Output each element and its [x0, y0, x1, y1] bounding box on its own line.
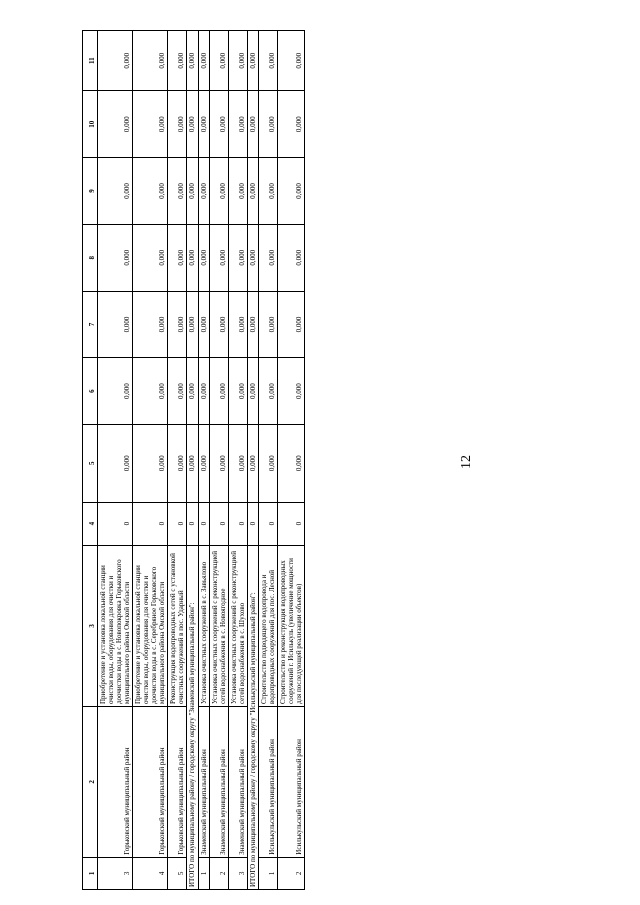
description-cell: Установка очистных сооружений с реконструкцией сетей водоснабжения в с. Шухово: [228, 545, 247, 706]
value-cell: 0,000: [98, 291, 133, 358]
value-cell: 0,000: [187, 291, 198, 358]
value-cell: 0,000: [98, 358, 133, 425]
column-4-cell: 0: [187, 502, 198, 545]
rotated-table-container: [82, 30, 638, 890]
value-cell: 0,000: [247, 425, 258, 503]
value-cell: 0,000: [98, 31, 133, 91]
column-4-cell: 0: [133, 502, 168, 545]
value-cell: 0,000: [133, 31, 168, 91]
column-header: 6: [83, 358, 98, 425]
value-cell: 0,000: [198, 358, 209, 425]
description-cell: Установка очистных сооружений с реконструкцией сетей водоснабжения в с. Новоягодное: [209, 545, 228, 706]
value-cell: 0,000: [209, 31, 228, 91]
row-number: 5: [168, 857, 187, 889]
description-cell: Приобретение и установка локальной станции очистки воды, оборудования для очистки и доочистки воды в с. Серебряное Горьковского муниципального района Омской области: [133, 545, 168, 706]
district-cell: Горьковский муниципальный район: [168, 707, 187, 858]
description-cell: Приобретение и установка локальной станции очистки воды, оборудования для очистки и доочистки воды в с. Новопокровка Горьковского муниципального района Омской области: [98, 545, 133, 706]
table-row: [258, 31, 277, 890]
row-number: 3: [228, 857, 247, 889]
value-cell: 0,000: [187, 158, 198, 225]
table-row: [277, 31, 304, 890]
column-4-cell: 0: [247, 502, 258, 545]
value-cell: 0,000: [228, 31, 247, 91]
table-row: [198, 31, 209, 890]
value-cell: 0,000: [133, 91, 168, 158]
value-cell: 0,000: [133, 224, 168, 291]
column-4-cell: 0: [198, 502, 209, 545]
value-cell: 0,000: [168, 291, 187, 358]
district-cell: Горьковский муниципальный район: [98, 707, 133, 858]
column-header: 11: [83, 31, 98, 91]
column-header: 4: [83, 502, 98, 545]
value-cell: 0,000: [209, 91, 228, 158]
value-cell: 0,000: [98, 91, 133, 158]
value-cell: 0,000: [228, 425, 247, 503]
value-cell: 0,000: [198, 31, 209, 91]
value-cell: 0,000: [258, 158, 277, 225]
total-row: [247, 31, 258, 890]
value-cell: 0,000: [133, 425, 168, 503]
total-label: ИТОГО по муниципальному району / городскому округу "Исилькульский муниципальный район":: [247, 545, 258, 889]
value-cell: 0,000: [187, 224, 198, 291]
value-cell: 0,000: [98, 158, 133, 225]
value-cell: 0,000: [258, 425, 277, 503]
total-label: ИТОГО по муниципальному району / городскому округу "Знаменский муниципальный район":: [187, 545, 198, 889]
value-cell: 0,000: [187, 425, 198, 503]
value-cell: 0,000: [228, 224, 247, 291]
value-cell: 0,000: [247, 291, 258, 358]
value-cell: 0,000: [228, 291, 247, 358]
value-cell: 0,000: [133, 158, 168, 225]
column-header: 7: [83, 291, 98, 358]
district-cell: Знаменский муниципальный район: [209, 707, 228, 858]
value-cell: 0,000: [209, 224, 228, 291]
value-cell: 0,000: [209, 425, 228, 503]
table-body: [98, 31, 305, 890]
value-cell: 0,000: [209, 358, 228, 425]
district-cell: Исилькульский муниципальный район: [258, 707, 277, 858]
table-row: [98, 31, 133, 890]
description-cell: Строительство и реконструкция водопроводных сооружений г. Исилькуль (увеличение мощности для последующей реализации объектов): [277, 545, 304, 706]
column-4-cell: 0: [168, 502, 187, 545]
column-4-cell: 0: [98, 502, 133, 545]
value-cell: 0,000: [277, 158, 304, 225]
value-cell: 0,000: [198, 91, 209, 158]
page-number: 12: [459, 455, 474, 469]
value-cell: 0,000: [168, 31, 187, 91]
value-cell: 0,000: [168, 224, 187, 291]
table-row: [209, 31, 228, 890]
value-cell: 0,000: [277, 425, 304, 503]
value-cell: 0,000: [187, 31, 198, 91]
table-row: [228, 31, 247, 890]
value-cell: 0,000: [133, 291, 168, 358]
value-cell: 0,000: [277, 31, 304, 91]
district-cell: Знаменский муниципальный район: [228, 707, 247, 858]
value-cell: 0,000: [258, 358, 277, 425]
column-4-cell: 0: [258, 502, 277, 545]
value-cell: 0,000: [228, 358, 247, 425]
row-number: 4: [133, 857, 168, 889]
column-4-cell: 0: [209, 502, 228, 545]
column-header: 5: [83, 425, 98, 503]
value-cell: 0,000: [277, 291, 304, 358]
description-cell: Установка очистных сооружений в с. Завьялово: [198, 545, 209, 706]
table-row: [133, 31, 168, 890]
value-cell: 0,000: [187, 91, 198, 158]
column-header: 1: [83, 857, 98, 889]
value-cell: 0,000: [209, 291, 228, 358]
column-header: 3: [83, 545, 98, 706]
value-cell: 0,000: [277, 358, 304, 425]
value-cell: 0,000: [198, 224, 209, 291]
district-cell: Знаменский муниципальный район: [198, 707, 209, 858]
row-number: 2: [209, 857, 228, 889]
value-cell: 0,000: [133, 358, 168, 425]
district-cell: Исилькульский муниципальный район: [277, 707, 304, 858]
value-cell: 0,000: [258, 224, 277, 291]
value-cell: 0,000: [258, 91, 277, 158]
row-number: 2: [277, 857, 304, 889]
value-cell: 0,000: [168, 425, 187, 503]
value-cell: 0,000: [258, 291, 277, 358]
column-header: 10: [83, 91, 98, 158]
value-cell: 0,000: [277, 224, 304, 291]
value-cell: 0,000: [98, 425, 133, 503]
column-header: 8: [83, 224, 98, 291]
row-number: 1: [258, 857, 277, 889]
district-cell: Горьковский муниципальный район: [133, 707, 168, 858]
value-cell: 0,000: [98, 224, 133, 291]
value-cell: 0,000: [258, 31, 277, 91]
row-number: 1: [198, 857, 209, 889]
description-cell: Строительство подводящего водопровода и водопроводных сооружений для пос. Лесной: [258, 545, 277, 706]
value-cell: 0,000: [198, 291, 209, 358]
value-cell: 0,000: [168, 358, 187, 425]
value-cell: 0,000: [168, 158, 187, 225]
table-row: [168, 31, 187, 890]
value-cell: 0,000: [247, 31, 258, 91]
value-cell: 0,000: [209, 158, 228, 225]
total-row: [187, 31, 198, 890]
header-row: [83, 31, 98, 890]
value-cell: 0,000: [187, 358, 198, 425]
column-header: 9: [83, 158, 98, 225]
value-cell: 0,000: [277, 91, 304, 158]
column-header: 2: [83, 707, 98, 858]
description-cell: Реконструкция водопроводных сетей с установкой очистных сооружений в пос. Ударный: [168, 545, 187, 706]
value-cell: 0,000: [247, 158, 258, 225]
value-cell: 0,000: [247, 224, 258, 291]
value-cell: 0,000: [198, 158, 209, 225]
value-cell: 0,000: [247, 91, 258, 158]
value-cell: 0,000: [228, 158, 247, 225]
row-number: 3: [98, 857, 133, 889]
value-cell: 0,000: [198, 425, 209, 503]
column-4-cell: 0: [228, 502, 247, 545]
column-4-cell: 0: [277, 502, 304, 545]
value-cell: 0,000: [168, 91, 187, 158]
value-cell: 0,000: [247, 358, 258, 425]
value-cell: 0,000: [228, 91, 247, 158]
program-table: [82, 30, 305, 890]
